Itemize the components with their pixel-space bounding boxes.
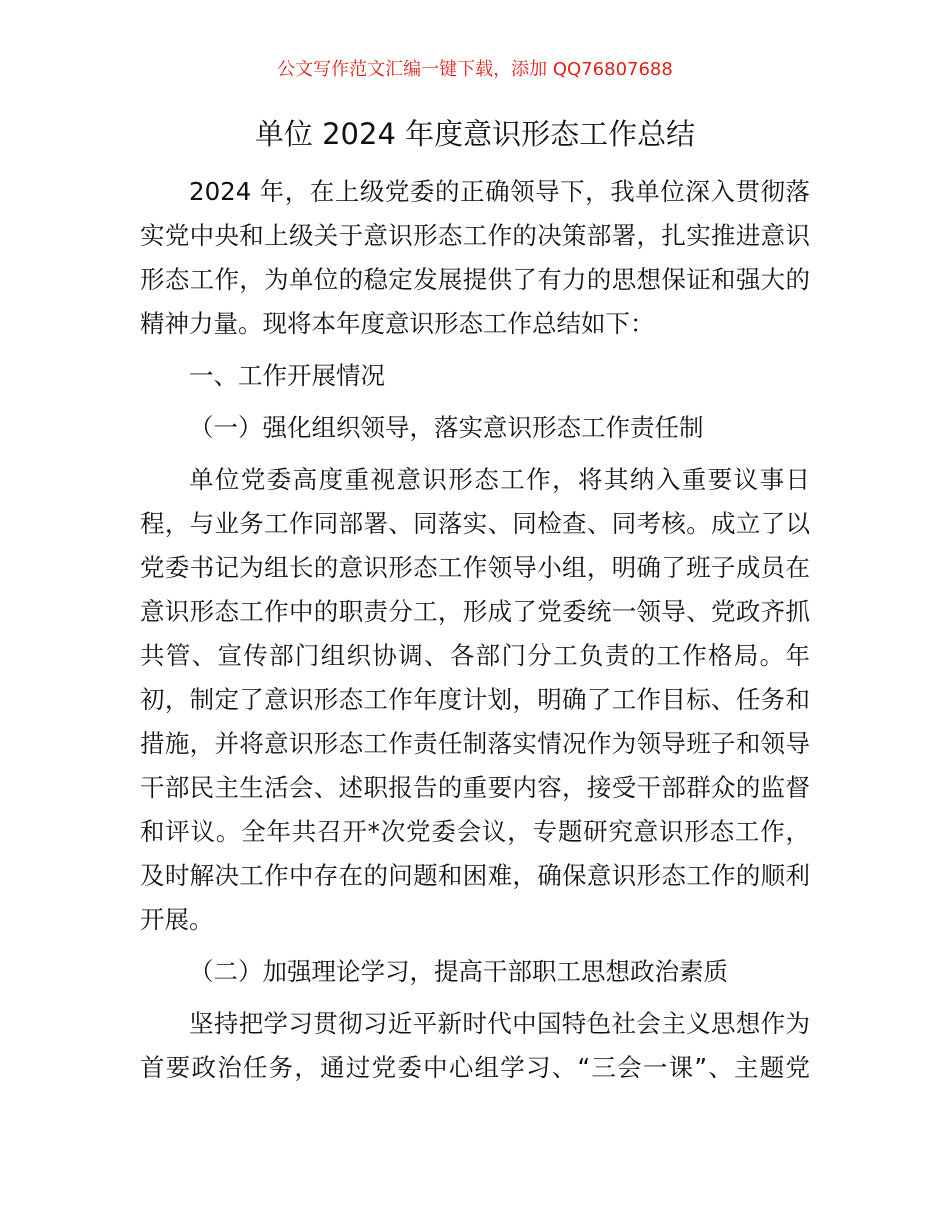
paragraph-line: 初，制定了意识形态工作年度计划，明确了工作目标、任务和 xyxy=(140,685,810,714)
intro-line: 2024 年，在上级党委的正确领导下，我单位深入贯彻落 xyxy=(189,177,810,206)
paragraph-line: 首要政治任务，通过党委中心组学习、“三会一课”、主题党 xyxy=(140,1053,810,1082)
paragraph-line: 共管、宣传部门组织协调、各部门分工负责的工作格局。年 xyxy=(140,641,810,670)
paragraph-line: 措施，并将意识形态工作责任制落实情况作为领导班子和领导 xyxy=(140,729,810,758)
paragraph-line: 党委书记为组长的意识形态工作领导小组，明确了班子成员在 xyxy=(140,553,810,582)
paragraph-line: 坚持把学习贯彻习近平新时代中国特色社会主义思想作为 xyxy=(189,1009,810,1038)
section-heading: 一、工作开展情况 xyxy=(189,361,385,390)
paragraph-line: 干部民主生活会、述职报告的重要内容，接受干部群众的监督 xyxy=(140,773,810,802)
paragraph-line: 开展。 xyxy=(140,905,214,934)
intro-line: 实党中央和上级关于意识形态工作的决策部署，扎实推进意识 xyxy=(140,221,810,250)
document-title: 单位 2024 年度意识形态工作总结 xyxy=(254,117,696,151)
paragraph-line: 意识形态工作中的职责分工，形成了党委统一领导、党政齐抓 xyxy=(140,597,810,626)
paragraph-line: 程，与业务工作同部署、同落实、同检查、同考核。成立了以 xyxy=(140,509,810,538)
subsection-heading: （一）强化组织领导，落实意识形态工作责任制 xyxy=(189,413,704,442)
download-promo-note: 公文写作范文汇编一键下载，添加 QQ76807688 xyxy=(277,59,673,80)
subsection-heading: （二）加强理论学习，提高干部职工思想政治素质 xyxy=(189,957,728,986)
paragraph-line: 及时解决工作中存在的问题和困难，确保意识形态工作的顺利 xyxy=(140,861,810,890)
paragraph-line: 和评议。全年共召开*次党委会议，专题研究意识形态工作， xyxy=(140,817,810,846)
intro-line: 精神力量。现将本年度意识形态工作总结如下： xyxy=(140,309,655,338)
intro-line: 形态工作，为单位的稳定发展提供了有力的思想保证和强大的 xyxy=(140,265,810,294)
paragraph-line: 单位党委高度重视意识形态工作，将其纳入重要议事日 xyxy=(189,465,810,494)
